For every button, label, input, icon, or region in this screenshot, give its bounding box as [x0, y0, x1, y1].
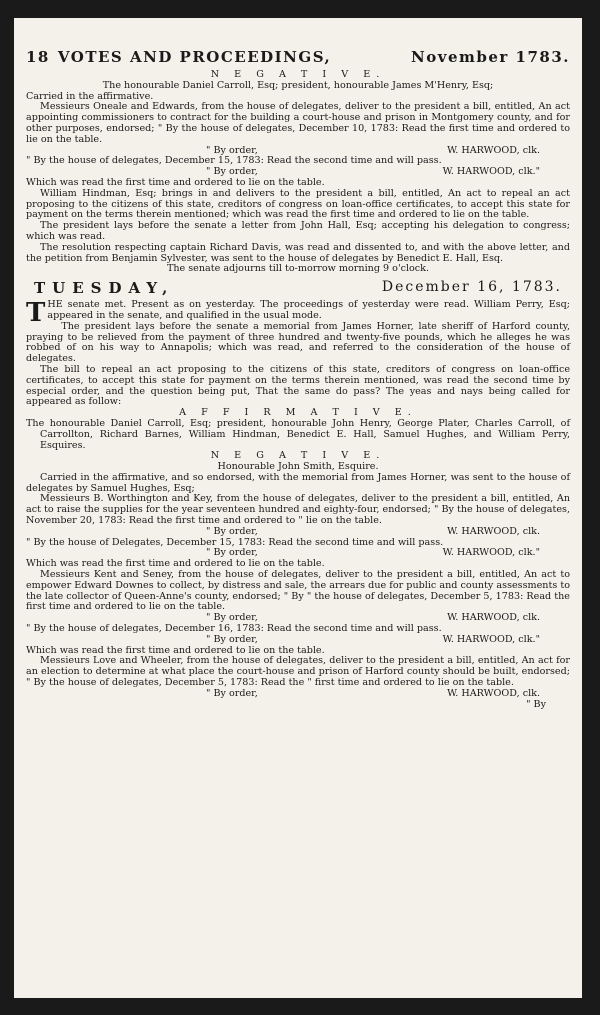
signature-line: " By order, W. HARWOOD, clk.	[206, 687, 540, 699]
signature-line: " By order, W. HARWOOD, clk."	[206, 547, 540, 559]
signature-line: " By order, W. HARWOOD, clk.	[206, 144, 540, 156]
negative-heading-2: N E G A T I V E.	[210, 450, 386, 462]
signature-line: " By order, W. HARWOOD, clk."	[206, 633, 540, 645]
page-header	[26, 48, 570, 66]
page-number: 18	[26, 48, 50, 66]
negative-names-1: The honourable Daniel Carroll, Esq; president, honourable James M'Henry, Esq;	[102, 79, 494, 91]
day-heading	[34, 279, 562, 297]
which-line: Which was read the first time and ordered to lie on the table.	[26, 558, 325, 570]
second-reading-line: " By the house of Delegates, December 15, 1783: Read the second time and will pass.	[26, 536, 444, 548]
affirmative-heading: A F F I R M A T I V E.	[179, 407, 417, 419]
negative-names-2: Honourable John Smith, Esquire.	[217, 461, 379, 473]
paragraph-carried-horner: Carried in the affirmative, and so endorsed, with the memorial from James Horner, was sent to the house of delegates by Samuel Hughes, Esq;	[26, 471, 570, 494]
paragraph-richard-davis: The resolution respecting captain Richard Davis, was read and dissented to, and with the above letter, and the petition from Benjamin Sylvester, was sent to the house of delegates by Benedict E. Hall, Esq.	[26, 241, 570, 264]
which-line: Which was read the first time and ordered to lie on the table.	[26, 176, 325, 188]
drop-cap: T	[26, 298, 46, 329]
day-date: December 16, 1783.	[381, 279, 562, 296]
paragraph-love-wheeler: Messieurs Love and Wheeler, from the house of delegates, deliver to the president a bill, entitled, An act for an election to determine at what place the court-house and prison of Harford county should be built, endorsed; " By the house of delegates, December 5, 1783: Read the " first time and ordered to lie on the table.	[26, 655, 570, 689]
header-date: November 1783.	[411, 48, 570, 66]
paragraph-senate-met: THE senate met. Present as on yesterday. The proceedings of yesterday were read. William Perry, Esq; appeared in the senate, and qualified in the usual mode.	[26, 298, 570, 329]
second-reading-line: " By the house of delegates, December 15, 1783: Read the second time and will pass.	[26, 155, 442, 167]
paragraph-hindman: William Hindman, Esq; brings in and delivers to the president a bill, entitled, An act to repeal an act proposing to the citizens of this state, creditors of congress on loan-office certificates, to accept this state for payment on the terms therein mentioned; which was read the first time and ordered to lie on the table.	[26, 187, 570, 221]
affirmative-names: The honourable Daniel Carroll, Esq; president, honourable John Henry, George Plater, Charles Carroll, of Carrollton, Richard Barnes, William Hindman, Benedict E. Hall, Samuel Hughes, and William Perry, Esquires.	[26, 417, 570, 451]
paragraph-repeal-bill: The bill to repeal an act proposing to the citizens of this state, creditors of congress on loan-office certificates, to accept this state for payment on the terms therein mentioned, was read the second time by especial order, and the question being put, That the same do pass? The yeas and nays being called for appeared as follow:	[26, 363, 570, 408]
document-page	[14, 18, 582, 998]
day-name: TUESDAY,	[34, 279, 175, 298]
which-line: Which was read the first time and ordered to lie on the table.	[26, 644, 325, 656]
paragraph-horner-memorial: The president lays before the senate a memorial from James Horner, late sheriff of Harford county, praying to be relieved from the payment of three hundred and twenty-five pounds, which he alleges he was robbed of on his way to Annapolis; which was read, and referred to the consideration of the house of delegates.	[26, 320, 570, 365]
second-reading-line: " By the house of delegates, December 16, 1783: Read the second time and will pass.	[26, 623, 442, 635]
running-title: VOTES AND PROCEEDINGS,	[57, 48, 332, 66]
signature-line: " By order, W. HARWOOD, clk.	[206, 612, 540, 624]
paragraph-kent-seney: Messieurs Kent and Seney, from the house of delegates, deliver to the president a bill, entitled, An act to empower Edward Downes to collect, by distress and sale, the arrears due for public and county assessments to the late collector of Queen-Anne's county, endorsed; " By " the house of delegates, December 5, 1783: Read the first time and ordered to lie on the table.	[26, 569, 570, 613]
paragraph-worthington-key: Messieurs B. Worthington and Key, from the house of delegates, deliver to the president a bill, entitled, An act to raise the supplies for the year seventeen hundred and eighty-four, endorsed; " By the house of delegates, November 20, 1783: Read the first time and ordered to " lie on the table.	[26, 493, 570, 527]
carried-line-1: Carried in the affirmative.	[26, 90, 154, 102]
signature-line: " By order, W. HARWOOD, clk.	[206, 525, 540, 537]
paragraph-john-hall: The president lays before the senate a letter from John Hall, Esq; accepting his delegation to congress; which was read.	[26, 220, 570, 242]
catchword: " By	[526, 698, 546, 710]
adjourn-line: The senate adjourns till to-morrow morning 9 o'clock.	[166, 263, 430, 275]
paragraph-oneale-edwards: Messieurs Oneale and Edwards, from the house of delegates, deliver to the president a bill, entitled, An act appointing commissioners to contract for the building a court-house and prison in Montgomery county, and for other purposes, endorsed; " By the house of delegates, December 10, 1783: Read the first time and ordered to lie on the table.	[26, 101, 570, 145]
signature-line: " By order, W. HARWOOD, clk."	[206, 166, 540, 178]
negative-heading-1: N E G A T I V E.	[210, 69, 386, 80]
